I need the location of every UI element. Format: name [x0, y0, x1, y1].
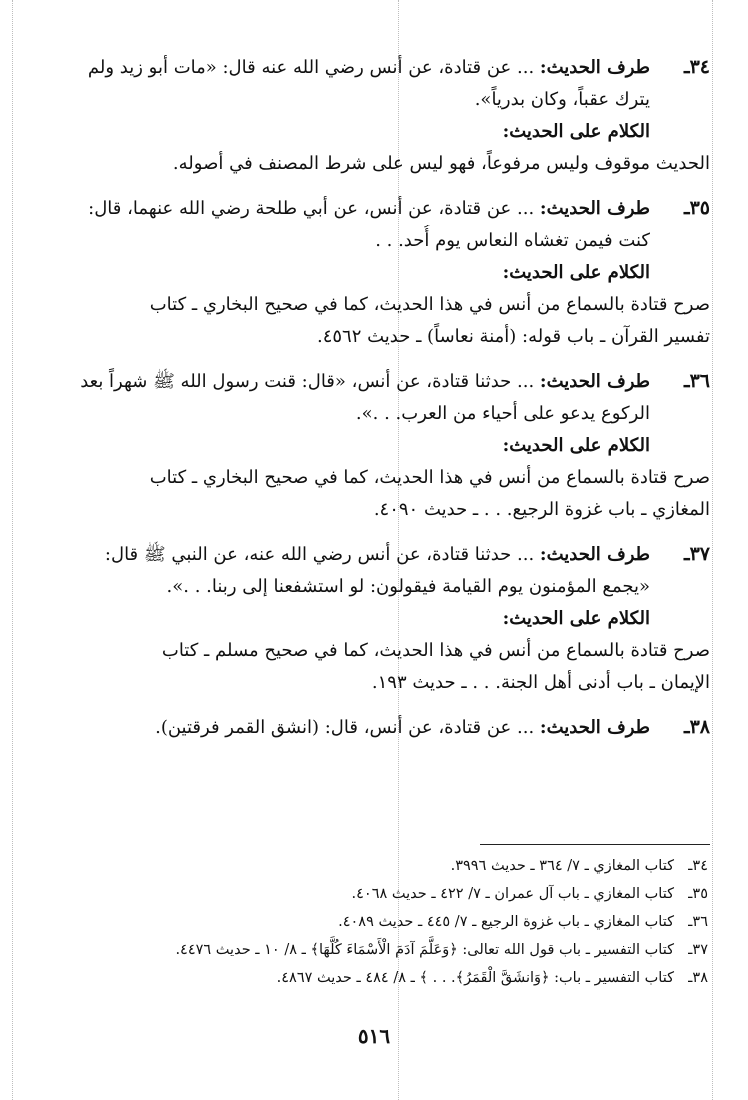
hadith-text-line: الركوع يدعو على أحياء من العرب. . .». — [355, 403, 650, 424]
page-edge-dotted-line-right — [712, 0, 713, 1100]
hadith-label: طرف الحديث: — [539, 57, 650, 78]
commentary-heading: الكلام على الحديث: — [502, 121, 650, 142]
main-text — [40, 52, 710, 757]
hadith-text-line: ... حدثنا قتادة، عن أنس، «قال: قنت رسول الله ﷺ شهراً بعد — [80, 371, 535, 392]
hadith-entry-35 — [40, 193, 710, 353]
footnote-number: ٣٥ـ — [688, 886, 708, 902]
hadith-label: طرف الحديث: — [539, 544, 650, 565]
commentary-line: المغازي ـ باب غزوة الرجيع. . . ـ حديث ٤٠٩٠. — [373, 499, 710, 520]
commentary-line: صرح قتادة بالسماع من أنس في هذا الحديث، كما في صحيح البخاري ـ كتاب — [149, 294, 710, 315]
footnote-text: كتاب المغازي ـ باب آل عمران ـ ٧/ ٤٢٢ ـ حديث ٤٠٦٨. — [351, 886, 674, 902]
hadith-text-line: ... حدثنا قتادة، عن أنس رضي الله عنه، عن النبي ﷺ قال: — [104, 544, 535, 565]
commentary-heading: الكلام على الحديث: — [502, 262, 650, 283]
footnote-text: كتاب التفسير ـ باب قول الله تعالى: ﴿وَعَلَّمَ آدَمَ الْأَسْمَاءَ كُلَّهَا﴾ ـ ٨/ ١٠ ـ حديث ٤٤٧٦. — [175, 942, 674, 958]
hadith-label: طرف الحديث: — [539, 198, 650, 219]
entry-number: ٣٨ـ — [684, 716, 710, 738]
entry-number: ٣٦ـ — [684, 370, 710, 392]
commentary-heading: الكلام على الحديث: — [502, 435, 650, 456]
footnote-number: ٣٤ـ — [688, 858, 708, 874]
hadith-entry-36 — [40, 366, 710, 526]
commentary-heading: الكلام على الحديث: — [502, 608, 650, 629]
commentary-line: صرح قتادة بالسماع من أنس في هذا الحديث، كما في صحيح مسلم ـ كتاب — [161, 640, 710, 661]
hadith-entry-34 — [40, 52, 710, 180]
commentary-line: الإيمان ـ باب أدنى أهل الجنة. . . ـ حديث ١٩٣. — [371, 672, 710, 693]
footnote-item — [40, 964, 708, 992]
footnote-number: ٣٧ـ — [688, 942, 708, 958]
entry-number: ٣٧ـ — [684, 543, 710, 565]
footnote-item — [40, 852, 708, 880]
footnotes — [40, 852, 708, 992]
footnote-text: كتاب المغازي ـ ٧/ ٣٦٤ ـ حديث ٣٩٩٦. — [450, 858, 674, 874]
hadith-entry-38 — [40, 712, 710, 744]
page-edge-dotted-line-left — [12, 0, 13, 1100]
entry-number: ٣٤ـ — [684, 56, 710, 78]
hadith-entry-37 — [40, 539, 710, 699]
footnote-item — [40, 880, 708, 908]
hadith-label: طرف الحديث: — [539, 717, 650, 738]
hadith-text-line: ... عن قتادة، عن أنس رضي الله عنه قال: «مات أبو زيد ولم — [87, 57, 535, 78]
page-number: ٥١٦ — [357, 1024, 391, 1048]
footnote-item — [40, 936, 708, 964]
footnote-number: ٣٨ـ — [688, 970, 708, 986]
entry-number: ٣٥ـ — [684, 197, 710, 219]
footnote-item — [40, 908, 708, 936]
hadith-text-line: «يجمع المؤمنون يوم القيامة فيقولون: لو استشفعنا إلى ربنا. . .». — [166, 576, 650, 597]
footnote-text: كتاب المغازي ـ باب غزوة الرجيع ـ ٧/ ٤٤٥ ـ حديث ٤٠٨٩. — [338, 914, 674, 930]
commentary-line: صرح قتادة بالسماع من أنس في هذا الحديث، كما في صحيح البخاري ـ كتاب — [149, 467, 710, 488]
hadith-label: طرف الحديث: — [539, 371, 650, 392]
hadith-text-line: ... عن قتادة، عن أنس، قال: (انشق القمر فرقتين). — [155, 717, 535, 738]
footnote-text: كتاب التفسير ـ باب: ﴿وَانشَقَّ الْقَمَرُ﴾. . . ﴾ ـ ٨/ ٤٨٤ ـ حديث ٤٨٦٧. — [276, 970, 674, 986]
hadith-text-line: كنت فيمن تغشاه النعاس يوم أُحد. . . — [375, 230, 650, 251]
commentary-line: الحديث موقوف وليس مرفوعاً، فهو ليس على شرط المصنف في أصوله. — [172, 153, 710, 174]
footnote-divider — [480, 844, 710, 845]
hadith-text-line: يترك عقباً، وكان بدرياً». — [474, 89, 650, 110]
footnote-number: ٣٦ـ — [688, 914, 708, 930]
hadith-text-line: ... عن قتادة، عن أنس، عن أبي طلحة رضي الله عنهما، قال: — [88, 198, 535, 219]
commentary-line: تفسير القرآن ـ باب قوله: (أمنة نعاساً) ـ حديث ٤٥٦٢. — [316, 326, 710, 347]
